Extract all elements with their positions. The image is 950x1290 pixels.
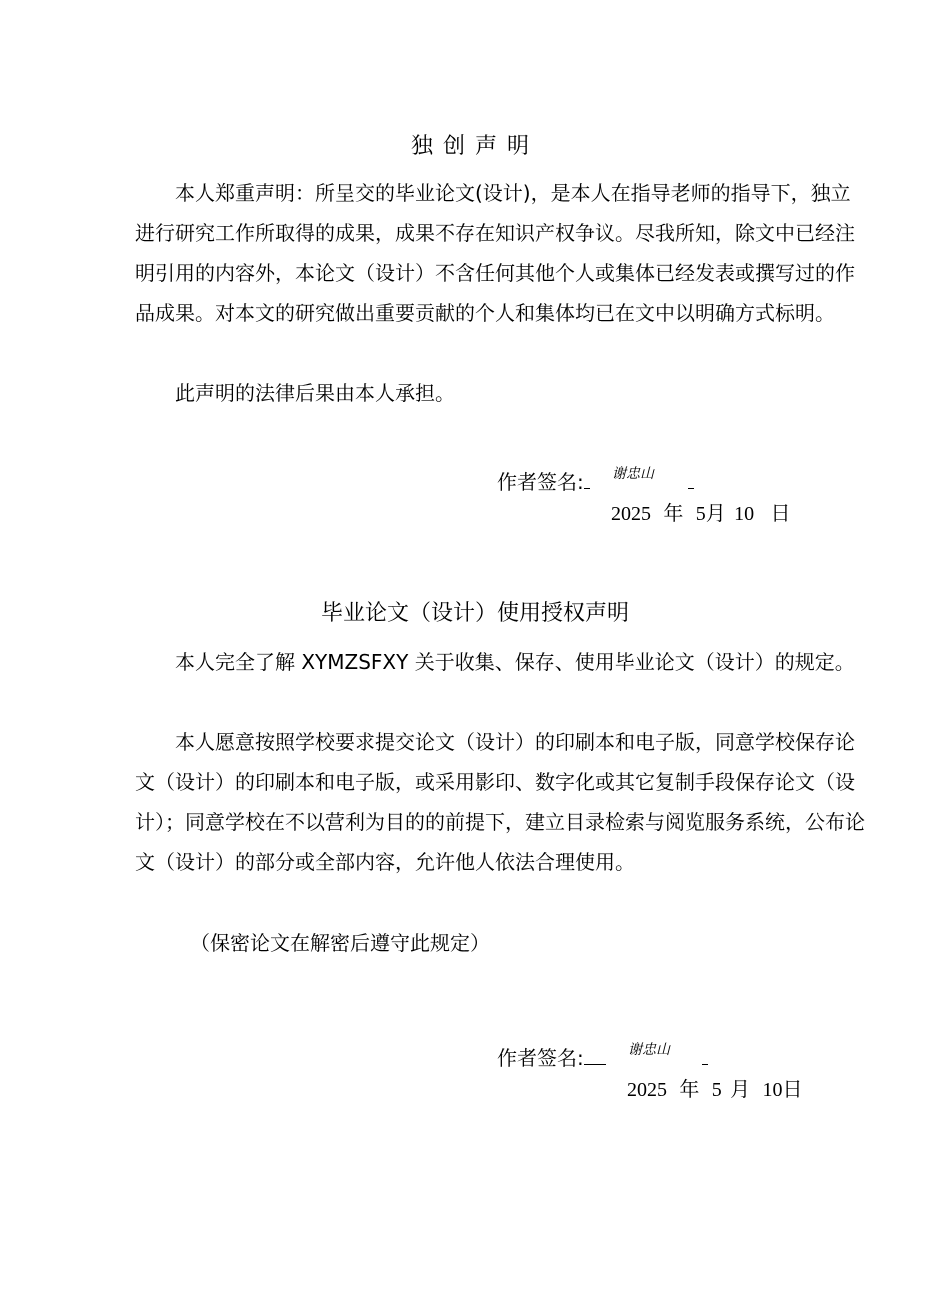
date-day-unit: 日: [782, 1077, 803, 1101]
date-year-unit: 年: [663, 501, 684, 525]
date-day: 10: [734, 503, 755, 525]
signature-label: 作者签名:: [497, 470, 584, 494]
signature-glyphs: 谢忠山: [612, 466, 654, 482]
confidential-note: （保密论文在解密后遵守此规定）: [190, 931, 490, 955]
signature-glyphs: 谢忠山: [628, 1042, 670, 1058]
signature-underline: [584, 1046, 606, 1065]
date-day-unit: 日: [770, 501, 791, 525]
date-day: 10: [762, 1079, 783, 1101]
signature-underline: [702, 1046, 708, 1065]
date-year: 2025: [627, 1079, 667, 1101]
signature-label: 作者签名:: [497, 1046, 584, 1070]
legal-consequence-statement: 此声明的法律后果由本人承担。: [175, 381, 455, 405]
date-month: 5: [711, 1079, 722, 1101]
authorization-statement: 本人愿意按照学校要求提交论文（设计）的印刷本和电子版，同意学校保存论文（设计）的印刷本和电子版，或采用影印、数字化或其它复制手段保存论文（设计）；同意学校在不以营利为目的的前提下，建立目录检索与阅览服务系统，公布论文（设计）的部分或全部内容，允许他人依法合理使用。: [135, 730, 865, 874]
authorization-title: 毕业论文（设计）使用授权声明: [320, 601, 629, 626]
originality-title: 独创声明: [410, 134, 539, 159]
date-row-2: [627, 1074, 802, 1105]
signature-underline: [584, 470, 590, 489]
handwritten-signature-2: [626, 1038, 686, 1060]
date-month-unit: 月: [730, 1077, 751, 1101]
date-year-unit: 年: [679, 1077, 700, 1101]
originality-statement: 本人郑重声明：所呈交的毕业论文(设计)，是本人在指导老师的指导下，独立进行研究工作所取得的成果，成果不存在知识产权争议。尽我所知，除文中已经注明引用的内容外，本论文（设计）不含任何其他个人或集体已经发表或撰写过的作品成果。对本文的研究做出重要贡献的个人和集体均已在文中以明确方式标明。: [135, 181, 855, 325]
date-row: [611, 498, 790, 529]
date-month-unit: 月: [705, 501, 726, 525]
authorization-intro: 本人完全了解 XYMZSFXY 关于收集、保存、使用毕业论文（设计）的规定。: [175, 650, 855, 674]
date-year: 2025: [611, 503, 651, 525]
date-month: 5: [695, 503, 706, 525]
signature-underline: [688, 470, 694, 489]
handwritten-signature: [610, 462, 670, 484]
